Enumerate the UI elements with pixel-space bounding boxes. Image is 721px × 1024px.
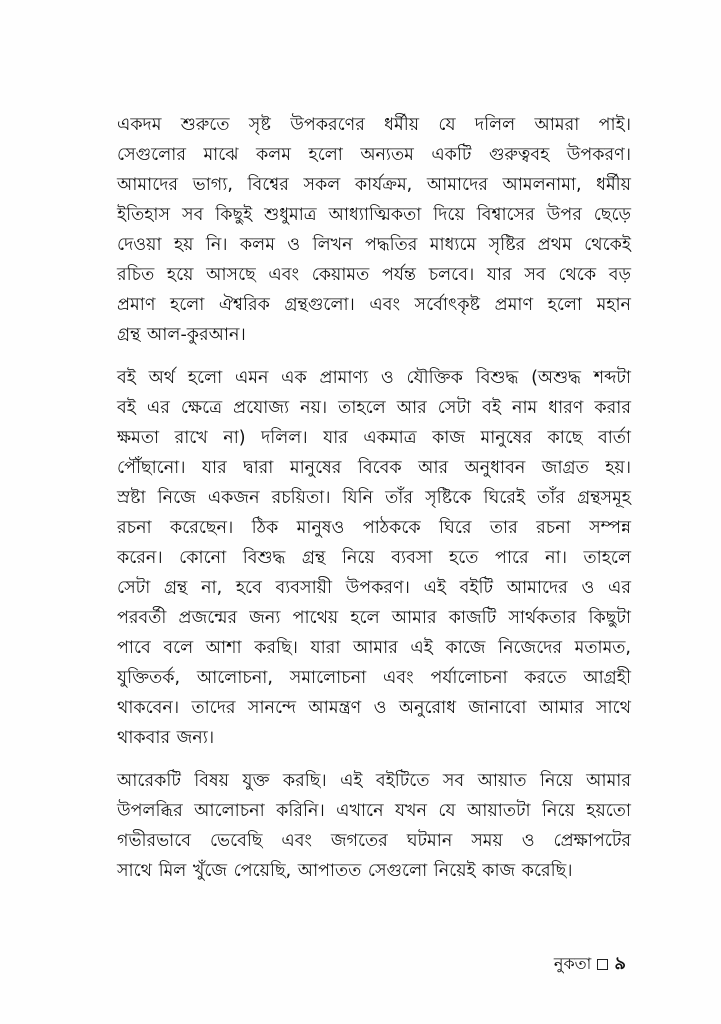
text-line: ইতিহাস সব কিছুই শুধুমাত্র আধ্যাত্মিকতা দিয়ে বিশ্বাসের উপর ছেড়ে — [117, 205, 631, 225]
text-line: পৌঁছানো। যার দ্বারা মানুষের বিবেক আর অনুধাবন জাগ্রত হয়। — [117, 458, 631, 478]
text-line: দেওয়া হয় নি। কলম ও লিখন পদ্ধতির মাধ্যমে সৃষ্টির প্রথম থেকেই — [117, 235, 631, 255]
text-line: স্রষ্টা নিজে একজন রচয়িতা। যিনি তাঁর সৃষ্টিকে ঘিরেই তাঁর গ্রন্থসমূহ — [117, 488, 631, 508]
paragraph-3 — [117, 766, 631, 886]
text-line: আরেকটি বিষয় যুক্ত করছি। এই বইটিতে সব আয়াত নিয়ে আমার — [117, 771, 631, 791]
text-line: একদম শুরুতে সৃষ্ট উপকরণের ধর্মীয় যে দলিল আমরা পাই। — [117, 115, 631, 135]
text-line: গ্রন্থ আল-কুরআন। — [117, 325, 246, 345]
text-line: সাথে মিল খুঁজে পেয়েছি, আপাতত সেগুলো নিয়েই কাজ করেছি। — [117, 861, 573, 881]
running-title: নুকতা — [553, 954, 592, 973]
text-line: থাকবেন। তাদের সানন্দে আমন্ত্রণ ও অনুরোধ জানাবো আমার সাথে — [117, 698, 631, 718]
page-number: ৯ — [614, 953, 626, 974]
text-line: বই অর্থ হলো এমন এক প্রামাণ্য ও যৌক্তিক বিশুদ্ধ (অশুদ্ধ শব্দটা — [117, 368, 631, 388]
text-line: গভীরভাবে ভেবেছি এবং জগতের ঘটমান সময় ও প্রেক্ষাপটের — [117, 831, 631, 851]
paragraph-1 — [117, 110, 631, 350]
text-line: আমাদের ভাগ্য, বিশ্বের সকল কার্যক্রম, আমাদের আমলনামা, ধর্মীয় — [117, 175, 631, 195]
text-line: করেন। কোনো বিশুদ্ধ গ্রন্থ নিয়ে ব্যবসা হতে পারে না। তাহলে — [117, 548, 631, 568]
text-line: থাকবার জন্য। — [117, 728, 215, 748]
text-line: যুক্তিতর্ক, আলোচনা, সমালোচনা এবং পর্যালোচনা করতে আগ্রহী — [117, 668, 631, 688]
text-line: উপলব্ধির আলোচনা করিনি। এখানে যখন যে আয়াতটা নিয়ে হয়তো — [117, 801, 631, 821]
text-line: পাবে বলে আশা করছি। যারা আমার এই কাজে নিজেদের মতামত, — [117, 638, 631, 658]
square-icon — [597, 959, 608, 970]
page-footer — [0, 949, 626, 980]
body-text — [117, 110, 631, 886]
text-line: প্রমাণ হলো ঐশ্বরিক গ্রন্থগুলো। এবং সর্বোৎকৃষ্ট প্রমাণ হলো মহান — [117, 295, 631, 315]
text-line: সেটা গ্রন্থ না, হবে ব্যবসায়ী উপকরণ। এই বইটি আমাদের ও এর — [117, 578, 631, 598]
text-line: রচিত হয়ে আসছে এবং কেয়ামত পর্যন্ত চলবে। যার সব থেকে বড় — [117, 265, 631, 285]
text-line: পরবর্তী প্রজন্মের জন্য পাথেয় হলে আমার কাজটি সার্থকতার কিছুটা — [117, 608, 631, 628]
text-line: সেগুলোর মাঝে কলম হলো অন্যতম একটি গুরুত্ববহ উপকরণ। — [117, 145, 631, 165]
paragraph-2 — [117, 363, 631, 753]
text-line: রচনা করেছেন। ঠিক মানুষও পাঠককে ঘিরে তার রচনা সম্পন্ন — [117, 518, 631, 538]
text-line: বই এর ক্ষেত্রে প্রযোজ্য নয়। তাহলে আর সেটা বই নাম ধারণ করার — [117, 398, 631, 418]
text-line: ক্ষমতা রাখে না) দলিল। যার একমাত্র কাজ মানুষের কাছে বার্তা — [117, 428, 631, 448]
